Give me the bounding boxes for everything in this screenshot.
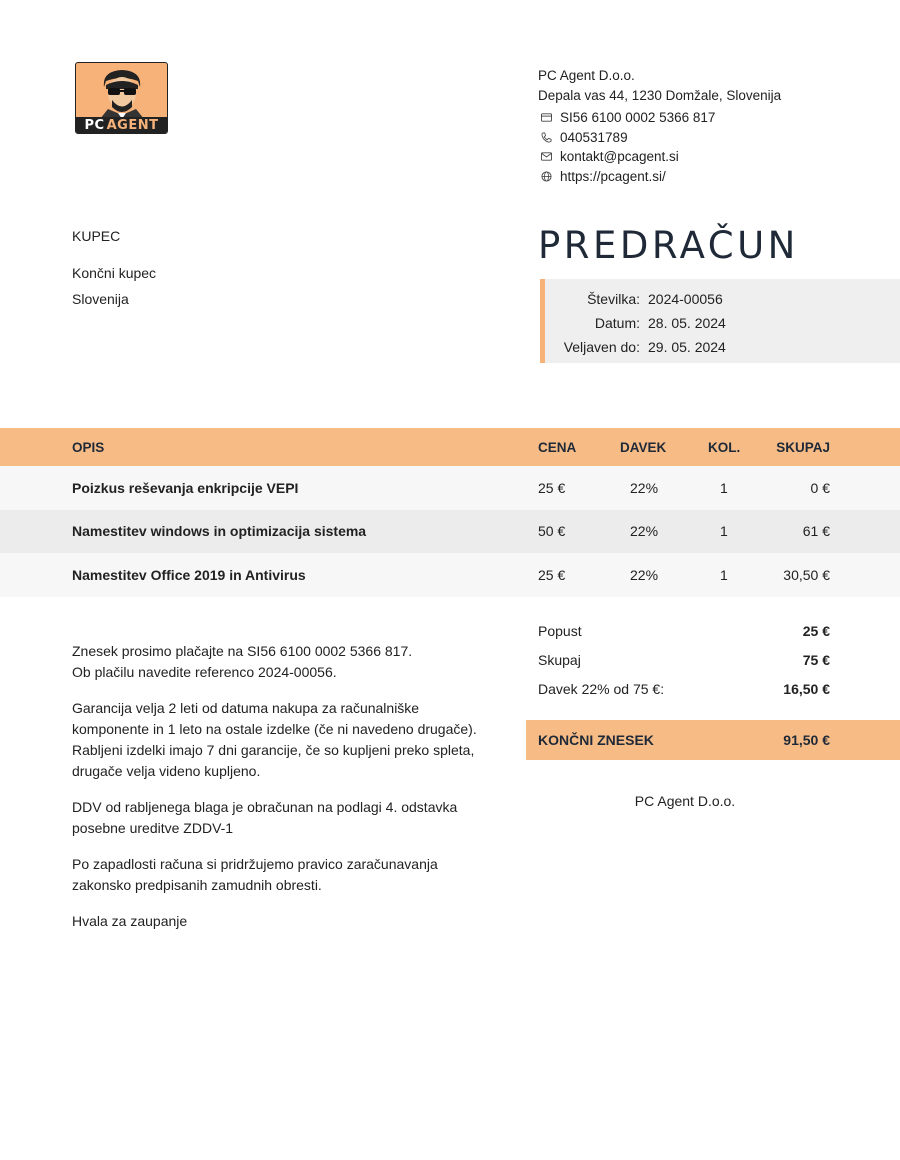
bank-card-icon	[541, 112, 552, 123]
header-skupaj: SKUPAJ	[776, 439, 830, 455]
vat-note: DDV od rabljenega blaga je obračunan na podlagi 4. odstavka posebne ureditve ZDDV-1	[72, 799, 458, 836]
company-info	[538, 66, 781, 106]
phone-icon	[541, 132, 552, 143]
document-meta	[540, 279, 900, 363]
table-row: Poizkus reševanja enkripcije VEPI 25 € 22% 1 0 €	[0, 466, 900, 510]
company-logo	[75, 62, 168, 134]
buyer-name: Končni kupec	[72, 265, 157, 281]
payment-note: Znesek prosimo plačajte na SI56 6100 0002 5366 817. Ob plačilu navedite referenco 2024-00056.	[72, 643, 413, 680]
contact-iban: SI56 6100 0002 5366 817	[541, 108, 715, 128]
final-amount: KONČNI ZNESEK 91,50 €	[526, 720, 900, 760]
table-row: Namestitev windows in optimizacija sistema 50 € 22% 1 61 €	[0, 510, 900, 554]
items-table	[0, 428, 900, 597]
contact-email[interactable]: kontakt@pcagent.si	[541, 147, 715, 167]
header-davek: DAVEK	[620, 439, 667, 455]
buyer-info	[72, 228, 156, 312]
logo-wordmark: PC AGENT	[76, 117, 167, 133]
header-cena: CENA	[538, 439, 577, 455]
document-title: PREDRAČUN	[538, 224, 799, 267]
globe-icon	[541, 171, 552, 182]
company-contacts	[541, 108, 715, 186]
header-kol: KOL.	[708, 439, 741, 455]
warranty-note: Garancija velja 2 leti od datuma nakupa za računalniške komponente in 1 leto na ostale izdelke (če ni navedeno drugače). Rabljeni izdelki imajo 7 dni garancije, če so kupljeni preko spleta, drugače velja videno kupljeno.	[72, 700, 477, 779]
interest-note: Po zapadlosti računa si pridržujemo pravico zaračunavanja zakonsko predpisanih zamudnih obresti.	[72, 856, 438, 893]
mail-icon	[541, 151, 552, 162]
contact-website[interactable]: https://pcagent.si/	[541, 167, 715, 187]
company-address: Depala vas 44, 1230 Domžale, Slovenija	[538, 88, 782, 103]
table-header	[0, 428, 900, 466]
total-tax: Davek 22% od 75 €: 16,50 €	[538, 680, 830, 697]
totals-section	[526, 616, 900, 809]
buyer-country: Slovenija	[72, 291, 129, 307]
header-opis: OPIS	[72, 439, 105, 455]
meta-date: Datum: 28. 05. 2024	[594, 315, 726, 331]
agent-face-icon	[98, 67, 146, 119]
contact-phone: 040531789	[541, 128, 715, 148]
total-subtotal: Skupaj 75 €	[538, 651, 830, 668]
total-discount: Popust 25 €	[538, 622, 830, 639]
notes-section	[72, 641, 492, 947]
signature: PC Agent D.o.o.	[634, 793, 736, 809]
company-name: PC Agent D.o.o.	[538, 68, 635, 83]
meta-number: Številka: 2024-00056	[587, 291, 723, 307]
buyer-label: KUPEC	[72, 228, 121, 244]
meta-valid-until: Veljaven do: 29. 05. 2024	[563, 339, 726, 355]
thanks-note: Hvala za zaupanje	[72, 913, 188, 929]
table-row: Namestitev Office 2019 in Antivirus 25 € 22% 1 30,50 €	[0, 553, 900, 597]
